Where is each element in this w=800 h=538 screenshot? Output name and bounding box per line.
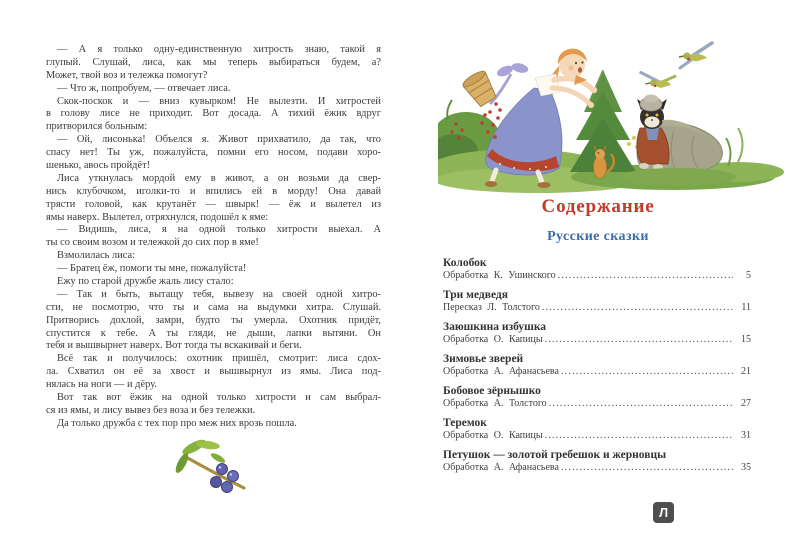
toc-leader-dots: [558, 270, 733, 282]
bird-icon: [641, 73, 675, 88]
story-line: Ежу по старой дружбе жаль лису стало:: [57, 276, 234, 288]
story-line: тебя и вышвырнет наверх. Вот тогда ты вскакивай и беги.: [46, 340, 302, 352]
toc-entry-title: Теремок: [443, 417, 487, 429]
story-paragraph: [46, 250, 381, 263]
story-paragraph: [46, 353, 381, 392]
toc-entry-row: [443, 462, 751, 474]
story-line: — Так и быть, вытащу тебя, вывезу на своей одной хитро-: [57, 288, 381, 300]
toc-entry-row: [443, 366, 751, 378]
toc-leader-dots: [561, 462, 733, 474]
story-illustration: [438, 20, 790, 196]
story-paragraph: [46, 224, 381, 250]
story-line: спустится к тебе. А ты гляди, не дыши, лапки вытяни. Он: [46, 327, 381, 339]
story-paragraph: [46, 392, 381, 418]
story-line: Всё так и получилось: охотник пришёл, смотрит: лиса сдох-: [57, 353, 381, 365]
story-line: притворился больным:: [46, 121, 148, 133]
toc-entry-title: Бобовое зёрнышко: [443, 385, 541, 397]
story-line: глупый. Слушай, лиса, как мы теперь выбираться будем, а?: [46, 56, 381, 68]
toc-entry: [443, 289, 751, 314]
story-line: — Ой, лисонька! Объелся я. Живот прихватило, да так, что: [57, 134, 381, 146]
story-paragraph: [46, 96, 381, 135]
toc-leader-dots: [549, 398, 733, 410]
toc-leader-dots: [545, 334, 733, 346]
toc-entry-row: [443, 302, 751, 314]
story-paragraph: [46, 263, 381, 276]
story-line: — Что ж, попробуем, — отвечает лиса.: [57, 82, 231, 94]
story-line: трясти головой, как крутанёт — швырк! — ёж и вылетел из: [46, 198, 381, 210]
story-paragraph: [46, 44, 381, 83]
section-title: Русские сказки: [547, 229, 649, 244]
story-line: Да только дружба с тех пор про меж них врозь пошла.: [57, 417, 297, 429]
story-line: Скок-поскок и — вниз кувырком! Не вылезти. И хитростей: [57, 95, 381, 107]
toc-entry-title: Зимовье зверей: [443, 353, 524, 365]
toc-page-number: 21: [741, 366, 751, 377]
toc-entry-subtitle: Обработка А. Афанасьева: [443, 462, 559, 473]
basket-icon: [461, 69, 499, 109]
toc-entry-row: [443, 398, 751, 410]
toc-entry: [443, 321, 751, 346]
story-line: Притворись дохлой, замри, будто ты умерла. Охотник придёт,: [46, 314, 381, 326]
story-line: шенько, авось пройдёт!: [46, 160, 151, 172]
toc-entry-title: Петушок — золотой гребешок и жерновцы: [443, 449, 667, 461]
toc-entry-row: [443, 270, 751, 282]
toc-page-number: 35: [741, 462, 751, 473]
story-line: сти, не посмотрю, что ты и сама на выдумки хитра. Слушай.: [46, 301, 381, 313]
toc-entry: [443, 449, 751, 474]
toc-entry: [443, 353, 751, 378]
story-line: Лиса уткнулась мордой ему в живот, а он возьми да свер-: [57, 172, 381, 184]
toc-entry: [443, 417, 751, 442]
toc-page-number: 15: [741, 334, 751, 345]
story-paragraph: [46, 134, 381, 173]
story-line: нись клубочком, иголки-то и впились ей в морду! Она давай: [46, 185, 381, 197]
berry-branch-decoration: [170, 436, 256, 500]
toc-leader-dots: [542, 302, 733, 314]
table-of-contents: [443, 257, 751, 481]
story-text-column: [46, 44, 381, 431]
toc-entry-title: Три медведя: [443, 289, 508, 301]
bird-icon: [679, 43, 712, 68]
story-line: спасу нет! Ты уж, пожалуйста, помни его носом, подави хоро-: [46, 147, 381, 159]
story-line: нялась на ноги — и дёру.: [46, 379, 157, 391]
story-line: — А я только одну-единственную хитрость знаю, такой я: [57, 44, 381, 55]
story-line: ты со своим возом и тележкой до сих пор в яме!: [46, 237, 259, 249]
toc-leader-dots: [561, 366, 733, 378]
toc-entry: [443, 385, 751, 410]
toc-entry-subtitle: Обработка О. Капицы: [443, 334, 543, 345]
toc-entry-subtitle: Обработка К. Ушинского: [443, 270, 556, 281]
toc-page-number: 5: [746, 270, 751, 281]
toc-page-number: 27: [741, 398, 751, 409]
story-line: в голову лисе не приходит. Вот досада. А тихий ёжик вдруг: [46, 108, 381, 120]
story-line: Может, твой воз и тележка помогут?: [46, 69, 208, 81]
story-line: ямы наверх. Вылетел, отряхнулся, подошёл к яме:: [46, 211, 269, 223]
story-paragraph: [46, 83, 381, 96]
contents-title: Содержание: [541, 196, 655, 217]
toc-entry-row: [443, 430, 751, 442]
story-line: ся из ямы, и лису вывез без воза и без тележки.: [46, 404, 256, 416]
story-paragraph: [46, 276, 381, 289]
birds: [641, 43, 712, 88]
toc-entry-subtitle: Обработка А. Афанасьева: [443, 366, 559, 377]
toc-page-number: 31: [741, 430, 751, 441]
publisher-watermark-logo: Л: [653, 502, 674, 523]
toc-leader-dots: [545, 430, 733, 442]
story-paragraph: [46, 289, 381, 353]
story-line: — Видишь, лиса, я на одной только хитрости выехал. А: [57, 224, 381, 236]
toc-page-number: 11: [741, 302, 751, 313]
toc-entry-title: Колобок: [443, 257, 487, 269]
toc-entry-subtitle: Пересказ Л. Толстого: [443, 302, 540, 313]
toc-entry-subtitle: Обработка А. Толстого: [443, 398, 547, 409]
story-line: Вот так вот ёжик на одной только хитрости и сам выбрал-: [57, 392, 381, 404]
toc-entry-title: Заюшкина избушка: [443, 321, 547, 333]
story-line: — Братец ёж, помоги ты мне, пожалуйста!: [57, 263, 247, 275]
story-paragraph: [46, 418, 381, 431]
cat-in-sack: [620, 95, 736, 187]
story-paragraph: [46, 173, 381, 225]
toc-entry-row: [443, 334, 751, 346]
toc-entry-subtitle: Обработка О. Капицы: [443, 430, 543, 441]
story-line: ла. Схватил он её за хвост и вышвырнул из ямы. Лиса под-: [46, 366, 381, 378]
story-line: Взмолилась лиса:: [57, 250, 135, 262]
toc-entry: [443, 257, 751, 282]
